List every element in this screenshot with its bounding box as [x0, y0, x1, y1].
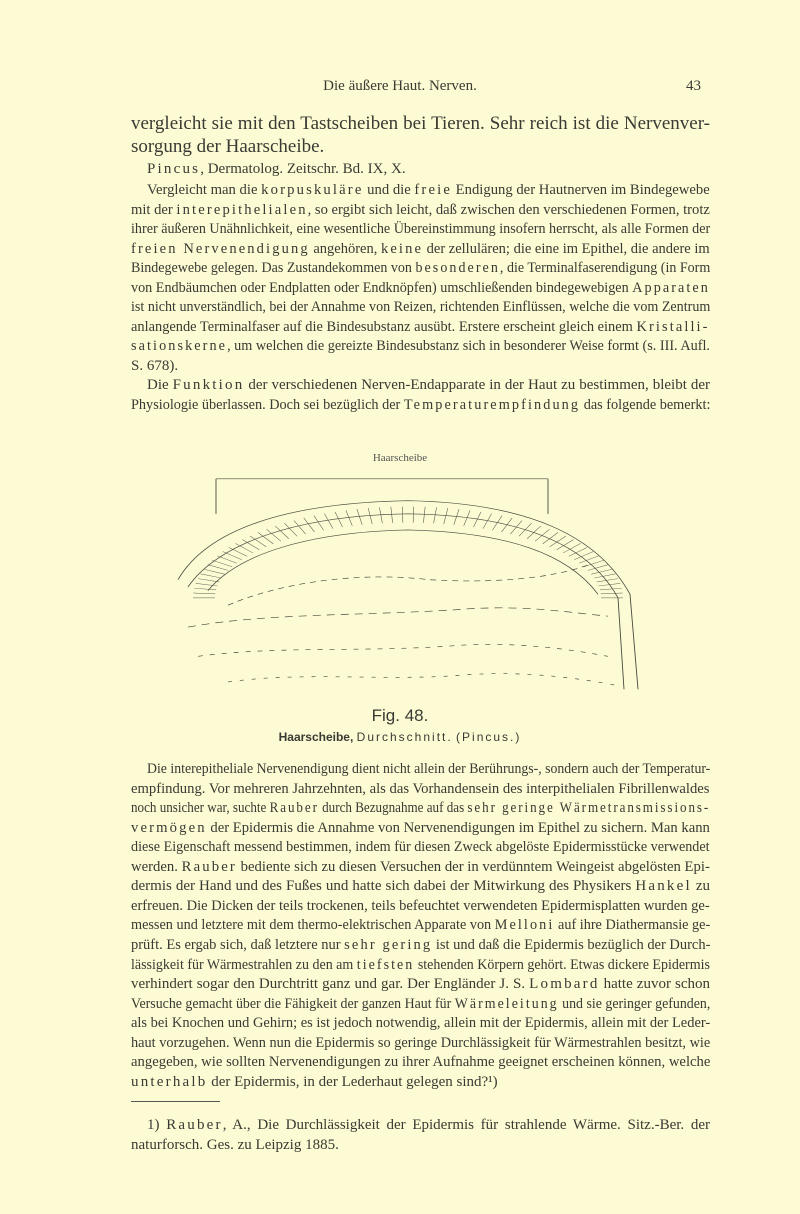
spaced-emphasis: freie: [414, 182, 453, 198]
text-run: auf ihre Diathermansie ge-: [554, 917, 711, 933]
epidermis-hatching: [193, 507, 623, 598]
hatch-stroke: [217, 556, 237, 563]
paragraph3-line: [131, 1073, 710, 1091]
hatch-stroke: [600, 588, 622, 590]
intro-line: [131, 136, 710, 158]
hatch-stroke: [543, 532, 558, 544]
text-run: ist nicht unverständlich, bei der Annahme von Reizen, richtenden Einflüssen, welche die vom Zentrum: [131, 299, 711, 315]
figure-number: Fig. 48.: [371, 706, 429, 725]
hatch-stroke: [304, 518, 315, 532]
text-run: angehören,: [309, 241, 381, 257]
citation-line: [147, 160, 710, 178]
caption-subtitle: Durchschnitt.: [356, 730, 453, 744]
hatch-stroke: [335, 512, 342, 527]
caption-title: Haarscheibe,: [278, 730, 354, 744]
hatch-stroke: [591, 569, 612, 574]
text-run: Die interepitheliale Nervenendigung dient nicht allein der Berührungs-, sondern auch der Temperatur-: [147, 761, 711, 777]
paragraph1-line: [131, 201, 710, 219]
figure-caption: [150, 730, 650, 745]
hatch-stroke: [510, 520, 522, 534]
spaced-emphasis: Hankel: [635, 878, 692, 894]
paragraph3-line: [131, 799, 711, 817]
text-run: anlangende Terminalfaser auf die Bindesubstanz ausübt. Erstere erscheint gleich einem: [131, 319, 637, 335]
spaced-emphasis: Apparaten: [632, 280, 710, 296]
paragraph1-line: [131, 279, 710, 297]
paragraph1-line: [147, 181, 710, 199]
hatch-stroke: [229, 547, 247, 556]
paragraph2-line: [131, 396, 711, 414]
text-run: naturforsch. Ges. zu Leipzig 1885.: [131, 1137, 339, 1153]
spaced-emphasis: Rauber: [269, 800, 319, 816]
text-run: , Dermatolog. Zeitschr. Bd. IX, X.: [200, 161, 406, 177]
figure-label: Haarscheibe: [372, 452, 428, 464]
running-title: Die äußere Haut. Nerven.: [323, 78, 477, 94]
paragraph3-line: [147, 760, 711, 778]
hatch-stroke: [423, 507, 425, 523]
hatch-stroke: [250, 536, 266, 547]
footnote-line: [131, 1136, 710, 1154]
hatch-stroke: [527, 526, 541, 539]
text-run: erfreuen. Die Dicken der teils trockenen, teils befeuchtet verwendeten Epidermisplatten wurden ge-: [131, 898, 710, 914]
hatch-stroke: [502, 518, 513, 532]
spaced-emphasis: Lombard: [529, 976, 600, 992]
text-run: Endigung der Hautnerven im Bindegewebe: [452, 182, 710, 198]
hatch-stroke: [444, 508, 448, 524]
text-run: sorgung der Haarscheibe.: [131, 136, 325, 157]
spaced-emphasis: Rauber: [166, 1117, 223, 1133]
hatch-stroke: [413, 507, 414, 523]
text-run: verhindert sogar den Durchtritt ganz und gar. Der Engländer J. S.: [131, 976, 530, 992]
text-run: vergleicht sie mit den Tastscheiben bei Tieren. Sehr reich ist die Nervenver-: [131, 113, 710, 134]
hatch-stroke: [588, 565, 608, 571]
text-run: der Epidermis die Annahme von Nervenendigungen im Epithel zu sichern. Man kann: [206, 820, 710, 836]
paragraph3-line: [131, 956, 710, 974]
page-number: 43: [686, 78, 701, 94]
text-run: 1): [147, 1117, 167, 1133]
paragraph3-line: [131, 897, 710, 915]
hatch-stroke: [346, 510, 352, 525]
spaced-emphasis: besonderen: [415, 260, 500, 276]
text-run: , um welchen die gereizte Bindesubstanz sich in besonderer Weise formt (s. III. Aufl.: [227, 338, 710, 354]
text-run: lässigkeit für Wärmestrahlen zu den am: [131, 957, 357, 973]
hatch-stroke: [204, 569, 225, 574]
text-run: noch unsicher war, suchte: [131, 800, 270, 816]
paragraph1-line: [131, 337, 710, 355]
caption-author: (Pincus.): [456, 730, 522, 744]
text-run: mit der: [131, 202, 177, 218]
hatch-stroke: [193, 593, 215, 594]
hatch-stroke: [314, 516, 324, 530]
text-run: zu: [691, 878, 710, 894]
hatch-stroke: [519, 523, 532, 536]
spaced-emphasis: Rauber: [181, 859, 237, 875]
paragraph3-line: [131, 1014, 711, 1032]
text-run: der zellulären; die eine im Epithel, die andere im: [423, 241, 710, 257]
text-run: bediente sich zu diesen Versuchen der in verdünntem Weingeist abgelösten Epi-: [236, 859, 710, 875]
hatch-stroke: [212, 560, 232, 567]
text-run: werden.: [131, 859, 182, 875]
paragraph3-line: [131, 858, 710, 876]
paragraph3-line: [131, 877, 710, 895]
spaced-emphasis: Temperaturempfindung: [403, 397, 581, 413]
paragraph3-line: [131, 995, 711, 1013]
hatch-stroke: [194, 588, 216, 590]
spaced-emphasis: tiefsten: [356, 957, 415, 973]
paragraph2-line: [147, 376, 710, 394]
paragraph3-line: [131, 1053, 711, 1071]
text-run: und sie geringer gefunden,: [558, 996, 711, 1012]
hatch-stroke: [235, 543, 253, 553]
paragraph1-line: [131, 357, 710, 375]
spaced-emphasis: Wärmeleitung: [454, 996, 559, 1012]
spaced-emphasis: sehr geringe Wärmetransmissions-: [467, 800, 711, 816]
text-run: Bindegewebe gelegen. Das Zustandekommen von: [131, 260, 416, 276]
text-run: als bei Knochen und Gehirn; es ist jedoch notwendig, allein mit der Epidermis, allein mit der Leder-: [131, 1015, 711, 1031]
paragraph3-line: [131, 780, 710, 798]
hatch-stroke: [434, 507, 437, 523]
hatch-stroke: [198, 579, 220, 582]
hatch-stroke: [563, 543, 581, 553]
spaced-emphasis: vermögen: [131, 820, 207, 836]
hatch-stroke: [223, 552, 242, 560]
spaced-emphasis: sehr gering: [344, 937, 433, 953]
hatch-stroke: [275, 526, 289, 539]
hatch-stroke: [258, 532, 273, 544]
hatch-stroke: [201, 574, 222, 578]
text-run: Die: [147, 377, 173, 393]
paragraph3-line: [131, 819, 710, 837]
text-run: stehenden Körpern gehört. Etwas dickere Epidermis: [414, 957, 710, 973]
hatch-stroke: [557, 540, 574, 550]
hatch-stroke: [402, 507, 403, 523]
hatch-stroke: [594, 574, 615, 578]
hatch-stroke: [535, 529, 549, 541]
hatch-stroke: [324, 514, 333, 529]
text-run: empfindung. Vor mehreren Jahrzehnten, als das Vorhandensein des interpithelialen Fibrillenwaldes: [131, 781, 710, 797]
hatch-stroke: [284, 523, 297, 536]
paragraph1-line: [131, 240, 710, 258]
text-run: von Endbäumchen oder Endplatten oder Endknöpfen) umschließenden bindegewebigen: [131, 280, 633, 296]
paragraph1-line: [131, 298, 711, 316]
hatch-stroke: [569, 547, 587, 556]
text-run: ihrer äußeren Unähnlichkeit, eine wesentliche Übereinstimmung insofern herrscht, als alle Formen der: [131, 221, 711, 237]
paragraph1-line: [131, 318, 710, 336]
text-run: und die: [363, 182, 415, 198]
hatch-stroke: [357, 509, 362, 525]
text-run: hatte zuvor schon: [599, 976, 710, 992]
text-run: der verschiedenen Nerven-Endapparate in der Haut zu bestimmen, bleibt der: [244, 377, 710, 393]
spaced-emphasis: Melloni: [494, 917, 555, 933]
text-run: messen und letztere mit dem thermo-elektrischen Apparate von: [131, 917, 495, 933]
hatch-stroke: [294, 520, 306, 534]
hair-disc-drawing: [178, 479, 638, 689]
intro-line: [131, 113, 710, 135]
text-run: dermis der Hand und des Fußes und hatte sich dabei der Mitwirkung des Physikers: [131, 878, 636, 894]
hatch-stroke: [601, 593, 623, 594]
text-run: das folgende bemerkt:: [580, 397, 711, 413]
text-run: , so ergibt sich leicht, daß zwischen den verschiedenen Formen, trotz: [307, 202, 710, 218]
text-run: angegeben, wie sollten Nervenendigungen zu ihrer Aufnahme geeignet erscheinen können, welche: [131, 1054, 711, 1070]
spaced-emphasis: unterhalb: [131, 1074, 208, 1090]
spaced-emphasis: Funktion: [172, 377, 245, 393]
text-run: , die Terminalfaserendigung (in Form: [499, 260, 711, 276]
spaced-emphasis: Pincus: [147, 161, 201, 177]
spaced-emphasis: sationskerne: [131, 338, 228, 354]
spaced-emphasis: korpuskuläre: [261, 182, 364, 198]
text-run: haut vorzugehen. Wenn nun die Epidermis so geringe Durchlässigkeit für Wärmestrahlen besitzt, wie: [131, 1035, 711, 1051]
text-run: Physiologie überlassen. Doch sei bezüglich der: [131, 397, 404, 413]
paragraph1-line: [131, 259, 711, 277]
text-run: der Epidermis, in der Lederhaut gelegen sind?¹): [207, 1074, 498, 1090]
paragraph3-line: [131, 838, 710, 856]
hatch-stroke: [391, 507, 393, 523]
footnote-line: [147, 1116, 710, 1134]
text-run: , A., Die Durchlässigkeit der Epidermis für strahlende Wärme. Sitz.-Ber. der: [222, 1117, 710, 1133]
paragraph1-line: [131, 220, 711, 238]
text-run: Vergleicht man die: [147, 182, 262, 198]
text-run: durch Bezugnahme auf das: [318, 800, 468, 816]
hatch-stroke: [368, 508, 372, 524]
paragraph3-line: [131, 975, 710, 993]
text-run: diese Eigenschaft messend bestimmen, indem für diesen Zweck abgelöste Epidermisstücke verwendet: [131, 839, 710, 855]
text-run: ist und daß die Epidermis bezüglich der Durch-: [432, 937, 711, 953]
paragraph3-line: [131, 916, 711, 934]
hatch-stroke: [208, 565, 228, 571]
paragraph3-line: [131, 1034, 711, 1052]
paragraph3-line: [131, 936, 711, 954]
hatch-stroke: [379, 507, 382, 523]
spaced-emphasis: Kristalli-: [636, 319, 710, 335]
text-run: S. 678).: [131, 358, 179, 374]
text-run: prüft. Es ergab sich, daß letztere nur: [131, 937, 345, 953]
spaced-emphasis: interepithelialen: [176, 202, 308, 218]
spaced-emphasis: keine: [380, 241, 424, 257]
spaced-emphasis: freien Nervenendigung: [131, 241, 310, 257]
footnote-divider: [131, 1101, 220, 1102]
text-run: Versuche gemacht über die Fähigkeit der ganzen Haut für: [131, 996, 455, 1012]
figure-illustration-haarscheibe: [168, 470, 648, 698]
